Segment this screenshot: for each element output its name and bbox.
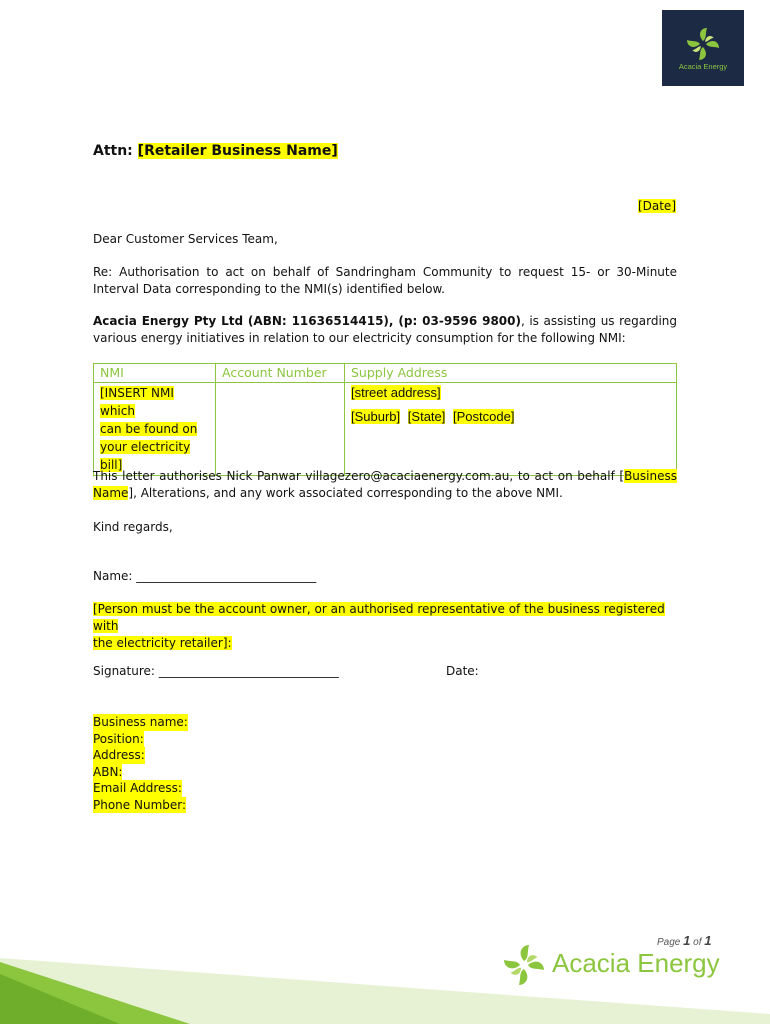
field-business-name: Business name: (93, 715, 188, 729)
signature-date-label: Date: (446, 664, 479, 678)
nmi-cell (94, 383, 216, 476)
table-row (94, 383, 677, 476)
field-abn: ABN: (93, 764, 123, 779)
intro-company: Acacia Energy Pty Ltd (ABN: 11636514415), (p: 03-9596 9800) (93, 314, 521, 328)
field-phone-number: Phone Number: (93, 797, 187, 812)
header-supply-address: Supply Address (345, 364, 677, 383)
retailer-name-placeholder: [Retailer Business Name] (137, 143, 338, 159)
field-email-address: Email Address: (93, 781, 182, 795)
owner-note-line-2: the electricity retailer]: (93, 636, 232, 650)
header-logo (662, 10, 744, 86)
owner-note (93, 601, 677, 652)
page-word: Page (657, 937, 681, 948)
authorise-text: This letter authorises Nick Panwar villagezero@acaciaenergy.com.au, to act on behalf [ (93, 469, 625, 483)
page-current: 1 (683, 933, 691, 948)
name-line: Name: ______________________________ (93, 569, 317, 583)
acacia-leaf-icon (683, 26, 723, 62)
field-address: Address: (93, 748, 145, 762)
closing: Kind regards, (93, 520, 173, 534)
footer-acacia-leaf-icon (500, 943, 548, 987)
intro-text: , is assisting us regarding various energy initiatives in relation to our electricity consumption for the following NMI: (93, 314, 678, 345)
street-placeholder: [street address] (351, 385, 441, 400)
nmi-line: [INSERT NMI which (100, 386, 174, 418)
owner-note-line-1: [Person must be the account owner, or an authorised representative of the business registered with (93, 602, 665, 633)
page-of: of (693, 937, 702, 948)
business-name-placeholder-1: Business (624, 469, 677, 483)
intro-paragraph (93, 313, 677, 347)
header-nmi: NMI (94, 364, 216, 383)
table-header-row (94, 364, 677, 383)
authorisation-paragraph (93, 468, 677, 502)
state-placeholder: [State] (407, 409, 446, 424)
nmi-line: your electricity bill] (100, 440, 191, 472)
suburb-placeholder: [Suburb] (351, 409, 401, 424)
page-number (657, 933, 712, 948)
header-account-number: Account Number (216, 364, 345, 383)
business-name-placeholder-2: Name (93, 486, 129, 500)
postcode-placeholder: [Postcode] (453, 409, 515, 424)
supply-address-cell (345, 383, 677, 476)
authorise-text-end: ], Alterations, and any work associated corresponding to the above NMI. (128, 486, 563, 500)
header-logo-text: Acacia Energy (678, 62, 728, 71)
nmi-table (93, 363, 677, 476)
page-total: 1 (704, 933, 712, 948)
details-fields (93, 714, 188, 813)
signature-line: Signature: ______________________________ (93, 664, 339, 678)
footer-logo-text: Acacia Energy (552, 948, 720, 978)
greeting: Dear Customer Services Team, (93, 232, 278, 246)
re-line: Re: Authorisation to act on behalf of Sandringham Community to request 15- or 30-Minute Interval Data corresponding to the NMI(s) identified below. (93, 265, 677, 296)
account-number-cell (216, 383, 345, 476)
attn-label: Attn: (93, 143, 133, 159)
field-position: Position: (93, 731, 144, 746)
nmi-line: can be found on (100, 422, 198, 436)
date-placeholder: [Date] (637, 199, 676, 213)
attn-line (93, 143, 338, 159)
